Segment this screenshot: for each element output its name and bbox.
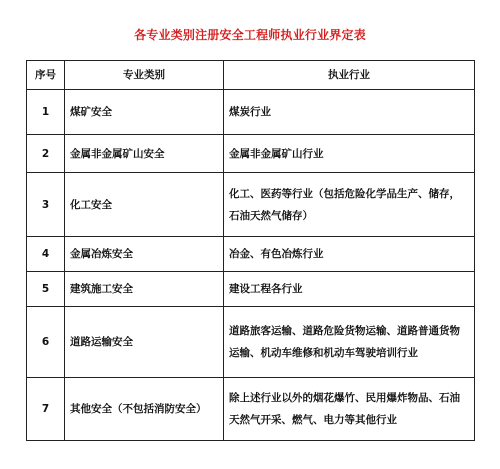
table-header-row	[27, 61, 475, 90]
row-number: 3	[27, 173, 65, 237]
row-industry: 建设工程各行业	[224, 272, 475, 307]
row-category: 化工安全	[65, 173, 224, 237]
row-category: 金属冶炼安全	[65, 237, 224, 272]
table-row	[27, 237, 475, 272]
row-category: 其他安全（不包括消防安全）	[65, 378, 224, 441]
row-industry: 道路旅客运输、道路危险货物运输、道路普通货物运输、机动车维修和机动车驾驶培训行业	[224, 307, 475, 378]
row-category: 金属非金属矿山安全	[65, 135, 224, 173]
table-row	[27, 272, 475, 307]
table-row	[27, 307, 475, 378]
row-number: 4	[27, 237, 65, 272]
row-number: 2	[27, 135, 65, 173]
header-industry: 执业行业	[224, 61, 475, 90]
table-row	[27, 135, 475, 173]
industry-definition-table	[26, 60, 475, 441]
row-industry: 煤炭行业	[224, 90, 475, 135]
row-number: 1	[27, 90, 65, 135]
header-category: 专业类别	[65, 61, 224, 90]
table-row	[27, 90, 475, 135]
row-industry: 化工、医药等行业（包括危险化学品生产、储存，石油天然气储存）	[224, 173, 475, 237]
table-row	[27, 378, 475, 441]
row-category: 建筑施工安全	[65, 272, 224, 307]
row-industry: 冶金、有色冶炼行业	[224, 237, 475, 272]
row-number: 7	[27, 378, 65, 441]
row-industry: 除上述行业以外的烟花爆竹、民用爆炸物品、石油天然气开采、燃气、电力等其他行业	[224, 378, 475, 441]
row-category: 道路运输安全	[65, 307, 224, 378]
header-serial-number: 序号	[27, 61, 65, 90]
document-title: 各专业类别注册安全工程师执业行业界定表	[134, 28, 366, 42]
row-category: 煤矿安全	[65, 90, 224, 135]
table-row	[27, 173, 475, 237]
row-number: 6	[27, 307, 65, 378]
row-industry: 金属非金属矿山行业	[224, 135, 475, 173]
row-number: 5	[27, 272, 65, 307]
